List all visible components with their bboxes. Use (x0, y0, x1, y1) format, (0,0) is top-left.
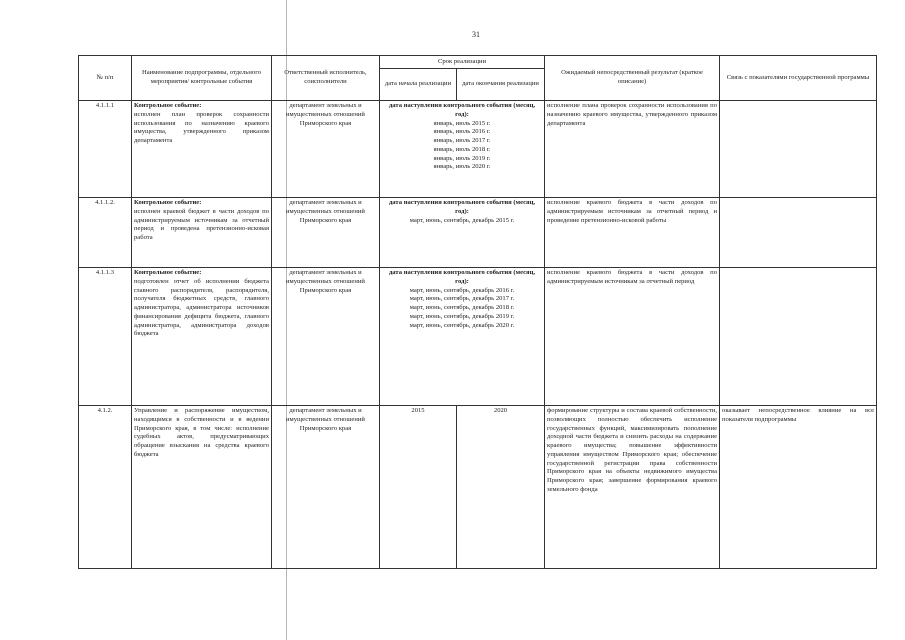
row-name-text: исполнен план проверок сохранности использования по назначению краевого имущества, утвержденного приказом департамента (134, 110, 269, 145)
table-row (79, 101, 877, 198)
table-row (79, 198, 877, 268)
event-label: Контрольное событие: (134, 199, 202, 206)
header-result: Ожидаемый непосредственный результат (краткое описание) (545, 56, 720, 101)
term-line: январь, июль 2018 г. (433, 145, 491, 153)
row-responsible: департамент земельных и имущественных отношений Приморского края (272, 406, 380, 569)
table-row (79, 268, 877, 406)
row-name (132, 268, 272, 406)
term-line: март, июнь, сентябрь, декабрь 2020 г. (409, 321, 515, 329)
row-name (132, 101, 272, 198)
row-link (720, 101, 877, 198)
row-number: 4.1.1.1 (79, 101, 132, 198)
term-title: дата наступления контрольного события (месяц, год): (388, 199, 536, 215)
term-line: март, июнь, сентябрь, декабрь 2019 г. (409, 312, 515, 320)
row-result: формирование структуры и состава краевой собственности, позволяющих полностью обеспечить исполнение государственных функций, максимизировать пополнение доходной части бюджета и снизить расходы на содержание краевого имущества; повышение эффективности управления имуществом Приморского края; обеспечение государственной регистрации права собственности Приморского края на объекты недвижимого имущества Приморского края; завершение формирования краевого земельного фонда (545, 406, 720, 569)
row-name (132, 198, 272, 268)
row-number: 4.1.1.2. (79, 198, 132, 268)
term-line: январь, июль 2019 г. (433, 154, 491, 162)
term-line: март, июнь, сентябрь, декабрь 2015 г. (409, 216, 515, 224)
header-responsible: Ответственный исполнитель, соисполнители (272, 56, 380, 101)
term-line: март, июнь, сентябрь, декабрь 2017 г. (409, 295, 515, 303)
row-number: 4.1.1.3 (79, 268, 132, 406)
row-responsible: департамент земельных и имущественных отношений Приморского края (272, 268, 380, 406)
header-start-date: дата начала реализации (380, 69, 457, 101)
row-result: исполнение плана проверок сохранности использования по назначению краевого имущества, утвержденного приказом департамента (545, 101, 720, 198)
row-term (380, 101, 545, 198)
term-title: дата наступления контрольного события (месяц, год): (388, 269, 536, 285)
term-title: дата наступления контрольного события (месяц, год): (388, 102, 536, 118)
row-name: Управление и распоряжение имуществом, находящимся в собственности и в ведении Приморского края, в том числе: исполнение судебных актов, предусматривающих обращение взыскания на средства краевого бюджета (132, 406, 272, 569)
row-end-date: 2020 (457, 406, 545, 569)
program-table (78, 55, 877, 569)
row-term (380, 198, 545, 268)
header-end-date: дата окончания реализации (457, 69, 545, 101)
term-line: март, июнь, сентябрь, декабрь 2016 г. (409, 286, 515, 294)
row-link (720, 268, 877, 406)
event-label: Контрольное событие: (134, 269, 202, 276)
row-number: 4.1.2. (79, 406, 132, 569)
table-row (79, 406, 877, 569)
row-start-date: 2015 (380, 406, 457, 569)
term-line: январь, июль 2020 г. (433, 163, 491, 171)
row-result: исполнение краевого бюджета в части доходов по администрируемым источникам за отчетный период и проведение претензионно-исковой работы (545, 198, 720, 268)
page-number: 31 (472, 30, 480, 39)
row-responsible: департамент земельных и имущественных отношений Приморского края (272, 198, 380, 268)
term-line: март, июнь, сентябрь, декабрь 2018 г. (409, 304, 515, 312)
event-label: Контрольное событие: (134, 102, 202, 109)
row-term (380, 268, 545, 406)
row-responsible: департамент земельных и имущественных отношений Приморского края (272, 101, 380, 198)
row-result: исполнение краевого бюджета в части доходов по администрируемым источникам за отчетный период (545, 268, 720, 406)
header-term: Срок реализации (380, 56, 545, 69)
row-link (720, 198, 877, 268)
row-name-text: исполнен краевой бюджет в части доходов по администрируемым источникам за отчетный период и проведена претензионно-исковая работа (134, 207, 269, 242)
term-line: январь, июль 2017 г. (433, 137, 491, 145)
header-link: Связь с показателями государственной программы (720, 56, 877, 101)
term-line: январь, июль 2016 г. (433, 128, 491, 136)
header-number: № п/п (79, 56, 132, 101)
row-name-text: подготовлен отчет об исполнении бюджета главного распорядителя, распорядителя, получателя бюджетных средств, главного администратора, администратора источников финансирования дефицита бюджета, главного администратора, администратора доходов бюджета (134, 277, 269, 338)
row-link: оказывает непосредственное влияние на все показатели подпрограммы (720, 406, 877, 569)
header-name: Наименование подпрограммы, отдельного мероприятия/ контрольные события (132, 56, 272, 101)
term-line: январь, июль 2015 г. (433, 119, 491, 127)
